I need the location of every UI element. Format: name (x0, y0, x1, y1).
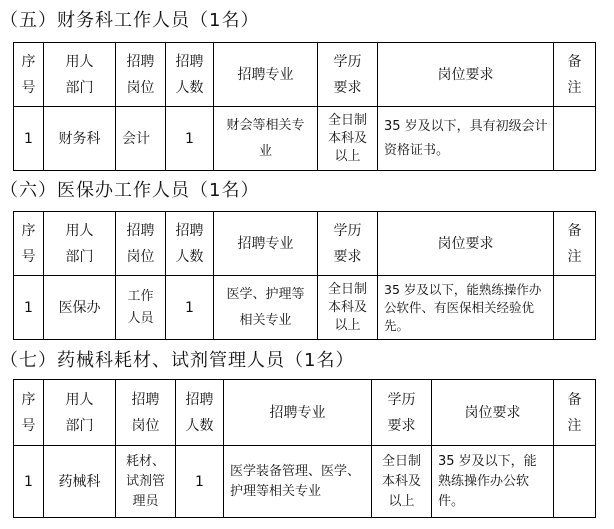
header-edu: 学历 要求 (318, 43, 378, 107)
cell-count: 1 (166, 276, 214, 340)
cell-dept: 医保办 (44, 276, 116, 340)
header-seq: 序 号 (14, 43, 44, 107)
header-req: 岗位要求 (432, 380, 554, 446)
header-count: 招聘 人数 (166, 43, 214, 107)
header-note: 备 注 (554, 43, 596, 107)
table-row (14, 446, 596, 518)
section-heading: （五）财务科工作人员（1名） (0, 10, 260, 31)
recruitment-table (13, 42, 596, 171)
header-count: 招聘 人数 (166, 212, 214, 276)
table-row (14, 107, 596, 171)
header-req: 岗位要求 (378, 212, 554, 276)
cell-major: 医学装备管理、医学、护理等相关专业 (224, 446, 372, 518)
cell-seq: 1 (14, 446, 44, 518)
cell-req: 35 岁及以下，具有初级会计资格证书。 (378, 107, 554, 171)
cell-post: 工作人员 (116, 276, 166, 340)
header-major: 招聘专业 (224, 380, 372, 446)
header-count: 招聘 人数 (176, 380, 224, 446)
cell-dept: 药械科 (44, 446, 116, 518)
cell-seq: 1 (14, 107, 44, 171)
section-heading: （七）药械科耗材、试剂管理人员（1名） (0, 350, 355, 371)
cell-req: 35 岁及以下，能熟练操作办公软件、有医保相关经验优先。 (378, 276, 554, 340)
cell-note (554, 446, 596, 518)
header-edu: 学历 要求 (318, 212, 378, 276)
section-heading: （六）医保办工作人员（1名） (0, 180, 260, 201)
header-note: 备 注 (554, 380, 596, 446)
header-row (14, 43, 596, 107)
header-post: 招聘 岗位 (116, 212, 166, 276)
cell-major: 财会等相关专业 (214, 107, 318, 171)
cell-req: 35 岁及以下，能熟练操作办公软件。 (432, 446, 554, 518)
header-row (14, 212, 596, 276)
header-seq: 序 号 (14, 380, 44, 446)
recruitment-table (13, 211, 596, 340)
header-post: 招聘 岗位 (116, 380, 176, 446)
cell-count: 1 (166, 107, 214, 171)
cell-major: 医学、护理等相关专业 (214, 276, 318, 340)
header-post: 招聘 岗位 (116, 43, 166, 107)
cell-edu: 全日制本科及以上 (318, 276, 378, 340)
cell-seq: 1 (14, 276, 44, 340)
header-major: 招聘专业 (214, 212, 318, 276)
cell-post: 耗材、试剂管理员 (116, 446, 176, 518)
cell-note (554, 107, 596, 171)
header-seq: 序 号 (14, 212, 44, 276)
header-dept: 用人 部门 (44, 212, 116, 276)
header-dept: 用人 部门 (44, 380, 116, 446)
cell-edu: 全日制本科及以上 (318, 107, 378, 171)
header-major: 招聘专业 (214, 43, 318, 107)
cell-edu: 全日制本科及以上 (372, 446, 432, 518)
header-dept: 用人 部门 (44, 43, 116, 107)
header-req: 岗位要求 (378, 43, 554, 107)
cell-count: 1 (176, 446, 224, 518)
header-row (14, 380, 596, 446)
header-edu: 学历 要求 (372, 380, 432, 446)
table-row (14, 276, 596, 340)
recruitment-table (13, 379, 596, 518)
cell-note (554, 276, 596, 340)
cell-dept: 财务科 (44, 107, 116, 171)
cell-post: 会计 (116, 107, 166, 171)
header-note: 备 注 (554, 212, 596, 276)
